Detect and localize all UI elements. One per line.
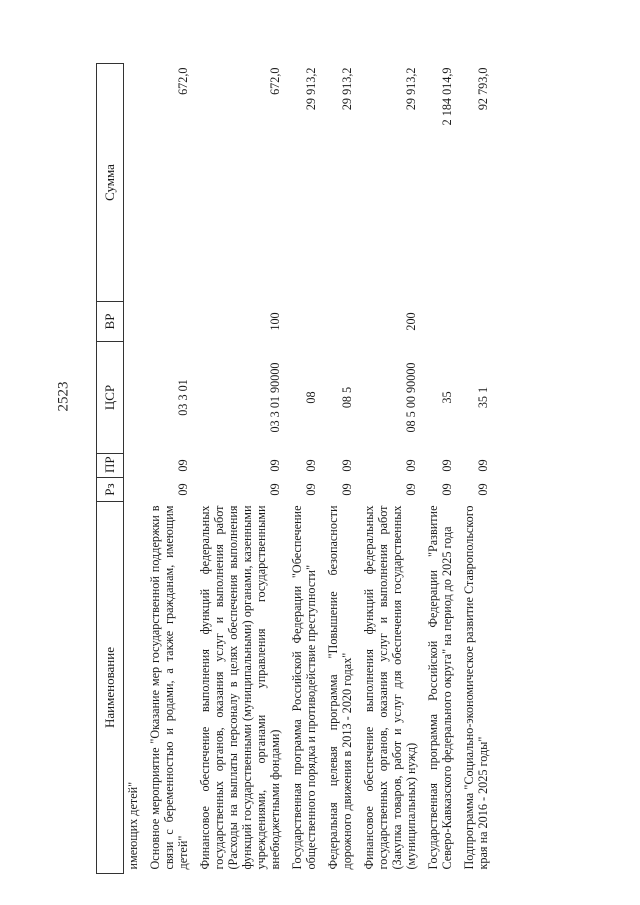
- table-row: [460, 64, 496, 874]
- cell-sum: 29 913,2: [304, 67, 318, 111]
- cell-rz: 09: [476, 483, 490, 496]
- cell-pr: 09: [440, 459, 454, 472]
- cell-name: Финансовое обеспечение выполнения функций федеральных государственных органов, оказания услуг и выполнения работ (Закупка товаров, работ и услуг для обеспечения государственных (муниципальных) нужд): [362, 505, 418, 870]
- budget-table-rotated: [96, 54, 596, 874]
- cell-csr: 03 3 01 90000: [268, 362, 282, 433]
- cell-name: Государственная программа Российской Федерации "Развитие Северо-Кавказского федерального округа" на период до 2025 года: [426, 505, 454, 870]
- col-header-rz: Рз: [97, 478, 124, 502]
- cell-vr: 200: [404, 312, 418, 331]
- col-header-sum: Сумма: [97, 64, 124, 302]
- cell-sum: 29 913,2: [340, 67, 354, 111]
- cell-name: Подпрограмма "Социально-экономическое развитие Ставропольского края на 2016 - 2025 годы": [462, 505, 490, 870]
- table-row: [124, 64, 147, 874]
- budget-table: [96, 63, 496, 874]
- table-row: [360, 64, 424, 874]
- table-row: [288, 64, 324, 874]
- cell-sum: [124, 64, 147, 302]
- cell-csr: [124, 342, 147, 454]
- cell-vr: 100: [268, 312, 282, 331]
- cell-rz: 09: [268, 483, 282, 496]
- cell-vr: [460, 302, 496, 342]
- cell-vr: [288, 302, 324, 342]
- cell-csr: 35: [440, 391, 454, 404]
- cell-pr: 09: [476, 459, 490, 472]
- cell-csr: 35 1: [476, 386, 490, 409]
- col-header-csr: ЦСР: [97, 342, 124, 454]
- cell-pr: 09: [268, 459, 282, 472]
- cell-name: Финансовое обеспечение выполнения функций федеральных государственных органов, оказания услуг и выполнения работ (Расходы на выплаты персоналу в целях обеспечения выполнения функций государственными (муниципальными) органами, казенными учреждениями, органами управления государственными внебюджетными фондами): [198, 505, 282, 870]
- col-header-name: Наименование: [97, 502, 124, 874]
- cell-pr: [124, 454, 147, 478]
- cell-csr: 08 5: [340, 386, 354, 409]
- cell-vr: [146, 302, 196, 342]
- cell-csr: 03 3 01: [176, 379, 190, 416]
- cell-pr: 09: [404, 459, 418, 472]
- cell-rz: 09: [176, 483, 190, 496]
- cell-pr: 09: [340, 459, 354, 472]
- cell-rz: 09: [440, 483, 454, 496]
- cell-pr: 09: [176, 459, 190, 472]
- table-row: [196, 64, 288, 874]
- cell-rz: 09: [404, 483, 418, 496]
- cell-rz: [124, 478, 147, 502]
- cell-pr: 09: [304, 459, 318, 472]
- cell-rz: 09: [340, 483, 354, 496]
- cell-name: Основное мероприятие "Оказание мер государственной поддержки в связи с беременностью и родами, а также гражданам, имеющим детей": [148, 505, 190, 870]
- cell-rz: 09: [304, 483, 318, 496]
- cell-csr: 08: [304, 391, 318, 404]
- cell-sum: 92 793,0: [476, 67, 490, 111]
- cell-sum: 2 184 014,9: [440, 67, 454, 126]
- cell-sum: 29 913,2: [404, 67, 418, 111]
- col-header-pr: ПР: [97, 454, 124, 478]
- page-number: 2523: [55, 381, 72, 412]
- cell-sum: 672,0: [176, 67, 190, 95]
- cell-sum: 672,0: [268, 67, 282, 95]
- cell-name: имеющих детей": [126, 781, 140, 870]
- cell-name: Государственная программа Российской Федерации "Обеспечение общественного порядка и противодействие преступности": [290, 505, 318, 870]
- cell-vr: [124, 302, 147, 342]
- table-row: [146, 64, 196, 874]
- cell-csr: 08 5 00 90000: [404, 362, 418, 433]
- table-row: [324, 64, 360, 874]
- cell-vr: [324, 302, 360, 342]
- col-header-vr: ВР: [97, 302, 124, 342]
- table-header-row: [97, 64, 124, 874]
- cell-name: Федеральная целевая программа "Повышение безопасности дорожного движения в 2013 - 2020 годах": [326, 505, 354, 870]
- table-row: [424, 64, 460, 874]
- cell-vr: [424, 302, 460, 342]
